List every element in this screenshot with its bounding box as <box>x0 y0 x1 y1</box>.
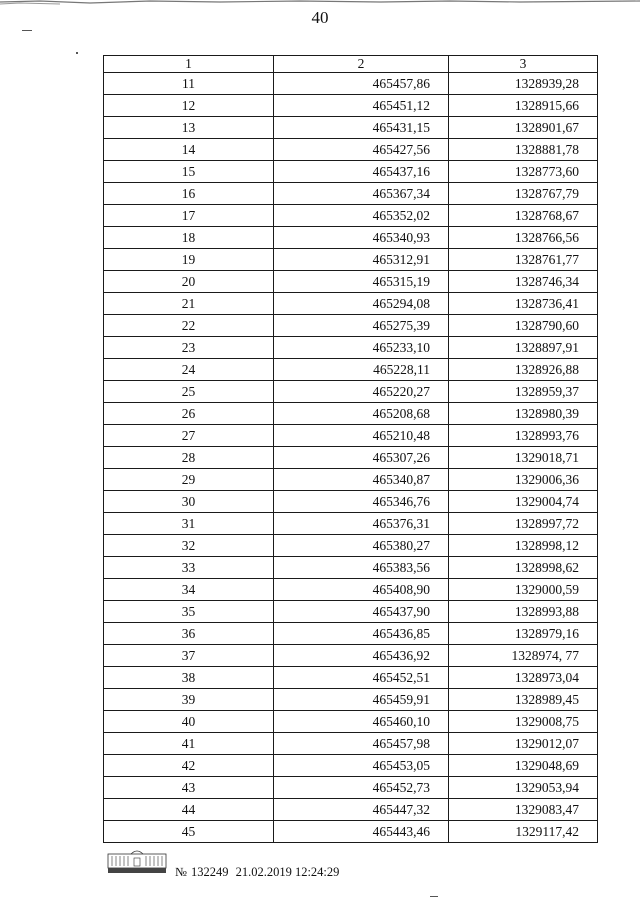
table-row <box>104 667 598 689</box>
x-coordinate-cell: 465367,34 <box>274 183 449 205</box>
x-coordinate-cell: 465408,90 <box>274 579 449 601</box>
y-coordinate-cell: 1329048,69 <box>449 755 598 777</box>
x-coordinate-cell: 465453,05 <box>274 755 449 777</box>
x-coordinate-cell: 465383,56 <box>274 557 449 579</box>
y-coordinate-cell: 1328974, 77 <box>449 645 598 667</box>
point-number-cell: 21 <box>104 293 274 315</box>
table-row <box>104 337 598 359</box>
x-coordinate-cell: 465436,85 <box>274 623 449 645</box>
x-coordinate-cell: 465437,90 <box>274 601 449 623</box>
table-row <box>104 733 598 755</box>
y-coordinate-cell: 1329004,74 <box>449 491 598 513</box>
point-number-cell: 34 <box>104 579 274 601</box>
y-coordinate-cell: 1328746,34 <box>449 271 598 293</box>
x-coordinate-cell: 465307,26 <box>274 447 449 469</box>
point-number-cell: 37 <box>104 645 274 667</box>
scan-edge-artifact <box>0 0 640 6</box>
table-row <box>104 403 598 425</box>
y-coordinate-cell: 1328998,12 <box>449 535 598 557</box>
point-number-cell: 24 <box>104 359 274 381</box>
y-coordinate-cell: 1329117,42 <box>449 821 598 843</box>
point-number-cell: 35 <box>104 601 274 623</box>
table-row <box>104 645 598 667</box>
table-row <box>104 447 598 469</box>
column-header-x: 2 <box>274 56 449 73</box>
point-number-cell: 29 <box>104 469 274 491</box>
point-number-cell: 31 <box>104 513 274 535</box>
x-coordinate-cell: 465457,86 <box>274 73 449 95</box>
y-coordinate-cell: 1328993,88 <box>449 601 598 623</box>
x-coordinate-cell: 465427,56 <box>274 139 449 161</box>
table-row <box>104 513 598 535</box>
y-coordinate-cell: 1328989,45 <box>449 689 598 711</box>
point-number-cell: 23 <box>104 337 274 359</box>
y-coordinate-cell: 1329000,59 <box>449 579 598 601</box>
table-row <box>104 139 598 161</box>
table-row <box>104 359 598 381</box>
point-number-cell: 22 <box>104 315 274 337</box>
document-number: 132249 <box>190 865 229 879</box>
table-row <box>104 579 598 601</box>
table-row <box>104 161 598 183</box>
y-coordinate-cell: 1329012,07 <box>449 733 598 755</box>
y-coordinate-cell: 1328790,60 <box>449 315 598 337</box>
x-coordinate-cell: 465315,19 <box>274 271 449 293</box>
x-coordinate-cell: 465376,31 <box>274 513 449 535</box>
table-row <box>104 183 598 205</box>
column-header-y: 3 <box>449 56 598 73</box>
point-number-cell: 11 <box>104 73 274 95</box>
y-coordinate-cell: 1328736,41 <box>449 293 598 315</box>
x-coordinate-cell: 465436,92 <box>274 645 449 667</box>
y-coordinate-cell: 1329083,47 <box>449 799 598 821</box>
y-coordinate-cell: 1328926,88 <box>449 359 598 381</box>
point-number-cell: 39 <box>104 689 274 711</box>
page-number: 40 <box>311 8 329 27</box>
table-row <box>104 425 598 447</box>
table-header-row <box>104 56 598 73</box>
table-row <box>104 689 598 711</box>
table-row <box>104 623 598 645</box>
x-coordinate-cell: 465459,91 <box>274 689 449 711</box>
x-coordinate-cell: 465447,32 <box>274 799 449 821</box>
y-coordinate-cell: 1328897,91 <box>449 337 598 359</box>
y-coordinate-cell: 1328761,77 <box>449 249 598 271</box>
x-coordinate-cell: 465452,51 <box>274 667 449 689</box>
table-row <box>104 271 598 293</box>
coordinates-table-container <box>103 55 597 843</box>
point-number-cell: 15 <box>104 161 274 183</box>
building-stamp-icon <box>107 848 167 874</box>
y-coordinate-cell: 1328768,67 <box>449 205 598 227</box>
x-coordinate-cell: 465460,10 <box>274 711 449 733</box>
point-number-cell: 45 <box>104 821 274 843</box>
table-row <box>104 73 598 95</box>
y-coordinate-cell: 1328998,62 <box>449 557 598 579</box>
point-number-cell: 36 <box>104 623 274 645</box>
point-number-cell: 18 <box>104 227 274 249</box>
table-row <box>104 711 598 733</box>
x-coordinate-cell: 465346,76 <box>274 491 449 513</box>
table-row <box>104 315 598 337</box>
y-coordinate-cell: 1328901,67 <box>449 117 598 139</box>
y-coordinate-cell: 1328973,04 <box>449 667 598 689</box>
table-row <box>104 799 598 821</box>
y-coordinate-cell: 1328767,79 <box>449 183 598 205</box>
x-coordinate-cell: 465340,87 <box>274 469 449 491</box>
margin-mark <box>22 30 32 31</box>
table-row <box>104 755 598 777</box>
table-row <box>104 557 598 579</box>
x-coordinate-cell: 465457,98 <box>274 733 449 755</box>
x-coordinate-cell: 465312,91 <box>274 249 449 271</box>
x-coordinate-cell: 465451,12 <box>274 95 449 117</box>
table-row <box>104 601 598 623</box>
document-datetime: 21.02.2019 12:24:29 <box>235 865 340 879</box>
point-number-cell: 19 <box>104 249 274 271</box>
point-number-cell: 20 <box>104 271 274 293</box>
margin-mark <box>430 896 438 897</box>
table-row <box>104 777 598 799</box>
x-coordinate-cell: 465294,08 <box>274 293 449 315</box>
y-coordinate-cell: 1328766,56 <box>449 227 598 249</box>
column-header-point-number: 1 <box>104 56 274 73</box>
y-coordinate-cell: 1328997,72 <box>449 513 598 535</box>
x-coordinate-cell: 465340,93 <box>274 227 449 249</box>
x-coordinate-cell: 465431,15 <box>274 117 449 139</box>
table-row <box>104 117 598 139</box>
coordinates-table <box>103 55 598 843</box>
point-number-cell: 14 <box>104 139 274 161</box>
point-number-cell: 33 <box>104 557 274 579</box>
y-coordinate-cell: 1328939,28 <box>449 73 598 95</box>
x-coordinate-cell: 465233,10 <box>274 337 449 359</box>
table-body <box>104 73 598 843</box>
table-row <box>104 293 598 315</box>
table-row <box>104 491 598 513</box>
table-row <box>104 205 598 227</box>
x-coordinate-cell: 465380,27 <box>274 535 449 557</box>
x-coordinate-cell: 465208,68 <box>274 403 449 425</box>
y-coordinate-cell: 1328881,78 <box>449 139 598 161</box>
y-coordinate-cell: 1329018,71 <box>449 447 598 469</box>
table-row <box>104 249 598 271</box>
point-number-cell: 13 <box>104 117 274 139</box>
x-coordinate-cell: 465352,02 <box>274 205 449 227</box>
point-number-cell: 27 <box>104 425 274 447</box>
x-coordinate-cell: 465210,48 <box>274 425 449 447</box>
table-row <box>104 469 598 491</box>
point-number-cell: 43 <box>104 777 274 799</box>
point-number-cell: 44 <box>104 799 274 821</box>
y-coordinate-cell: 1329008,75 <box>449 711 598 733</box>
document-registration-footer <box>175 865 343 880</box>
point-number-cell: 25 <box>104 381 274 403</box>
y-coordinate-cell: 1329006,36 <box>449 469 598 491</box>
x-coordinate-cell: 465443,46 <box>274 821 449 843</box>
point-number-cell: 38 <box>104 667 274 689</box>
table-row <box>104 821 598 843</box>
y-coordinate-cell: 1328959,37 <box>449 381 598 403</box>
x-coordinate-cell: 465220,27 <box>274 381 449 403</box>
point-number-cell: 16 <box>104 183 274 205</box>
x-coordinate-cell: 465437,16 <box>274 161 449 183</box>
table-row <box>104 95 598 117</box>
table-row <box>104 535 598 557</box>
table-row <box>104 227 598 249</box>
y-coordinate-cell: 1328773,60 <box>449 161 598 183</box>
y-coordinate-cell: 1328979,16 <box>449 623 598 645</box>
y-coordinate-cell: 1329053,94 <box>449 777 598 799</box>
point-number-cell: 26 <box>104 403 274 425</box>
point-number-cell: 40 <box>104 711 274 733</box>
table-row <box>104 381 598 403</box>
point-number-cell: 42 <box>104 755 274 777</box>
point-number-cell: 12 <box>104 95 274 117</box>
number-sign: № <box>175 865 187 879</box>
point-number-cell: 28 <box>104 447 274 469</box>
y-coordinate-cell: 1328993,76 <box>449 425 598 447</box>
point-number-cell: 30 <box>104 491 274 513</box>
x-coordinate-cell: 465228,11 <box>274 359 449 381</box>
x-coordinate-cell: 465452,73 <box>274 777 449 799</box>
point-number-cell: 32 <box>104 535 274 557</box>
x-coordinate-cell: 465275,39 <box>274 315 449 337</box>
y-coordinate-cell: 1328915,66 <box>449 95 598 117</box>
point-number-cell: 17 <box>104 205 274 227</box>
y-coordinate-cell: 1328980,39 <box>449 403 598 425</box>
margin-mark <box>76 52 78 54</box>
point-number-cell: 41 <box>104 733 274 755</box>
